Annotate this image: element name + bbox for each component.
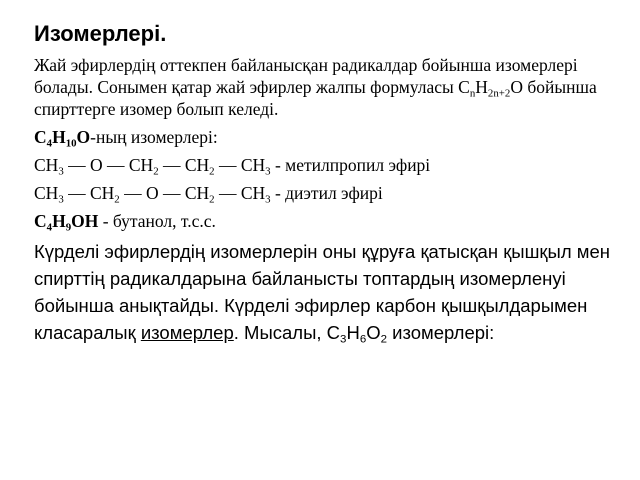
chain-part: — O — CH: [63, 155, 154, 175]
f-c: C: [34, 127, 47, 147]
chain-sub: 2: [153, 165, 159, 178]
formula-c-sub: n: [469, 87, 476, 100]
complex-ester-paragraph: [34, 238, 624, 346]
f-c-sub: 4: [46, 221, 53, 234]
isomer-name: - метилпропил эфирі: [270, 155, 431, 175]
f-c-sub: 3: [340, 333, 347, 346]
isomer-name: - бутанол, т.с.с.: [98, 211, 216, 231]
isomer-methylpropyl-ether: [34, 154, 624, 176]
chain-part: — CH: [214, 155, 266, 175]
f-h: H: [52, 211, 66, 231]
intro-text: Жай эфирлердің оттекпен байланысқан радикалдар бойынша изомерлері болады. Сонымен қатар жай эфирлер жалпы формуласы: [34, 55, 578, 97]
chain-part: — CH: [63, 183, 115, 203]
general-formula: [458, 77, 523, 100]
chain-sub: 3: [58, 193, 64, 206]
c3h6o2-formula: [326, 322, 387, 346]
formula-o: O: [510, 77, 523, 97]
f-o: O: [76, 127, 91, 147]
f-h: H: [346, 322, 360, 343]
formula-c: C: [458, 77, 470, 97]
isomers-link[interactable]: изомерлер: [140, 322, 234, 343]
intro-paragraph: [34, 54, 624, 120]
chain-part: CH: [34, 183, 59, 203]
f-h-sub: 9: [65, 221, 72, 234]
chain-sub: 2: [209, 193, 215, 206]
chain-sub: 2: [209, 165, 215, 178]
f-h: H: [52, 127, 66, 147]
isomer-diethyl-ether: [34, 182, 624, 204]
f-oh: OH: [71, 211, 99, 231]
slide-title: Изомерлері.: [34, 21, 167, 46]
chain-sub: 3: [58, 165, 64, 178]
complex-text: Күрделі эфирлердің изомерлерін оны құруға қатысқан қышқыл мен спирттің радикалдарына байланысты топтардың изомерленуі бойынша анықтайды. Күрделі эфирлер карбон қышқылдарымен класаралық: [34, 241, 610, 343]
chain-part: — CH: [214, 183, 266, 203]
chain-part: — O — CH: [119, 183, 210, 203]
complex-mid: . Мысалы,: [233, 322, 327, 343]
isomer-name: - диэтил эфирі: [270, 183, 383, 203]
c4h10o-formula: [34, 127, 91, 150]
f-c: C: [34, 211, 47, 231]
f-o-sub: 2: [380, 333, 387, 346]
f-c-sub: 4: [46, 137, 53, 150]
chain-part: CH: [34, 155, 59, 175]
f-h-sub: 6: [359, 333, 367, 346]
c4h10o-heading: [34, 126, 624, 148]
complex-tail: изомерлері:: [386, 322, 495, 343]
formula-h: H: [475, 77, 488, 97]
intro-tail: бойынша спирттерге изомер болып келеді.: [34, 77, 597, 119]
formula-h-sub: 2n+2: [487, 87, 511, 100]
f-h-sub: 10: [65, 137, 77, 150]
f-c: C: [326, 322, 341, 343]
chain-sub: 3: [265, 165, 271, 178]
isomer-butanol: [34, 210, 624, 232]
slide-content: [34, 20, 624, 346]
butanol-formula: [34, 211, 99, 234]
chain-sub: 2: [114, 193, 120, 206]
c4h10o-suffix: -ның изомерлері:: [90, 127, 218, 147]
f-o: O: [366, 322, 381, 343]
chain-sub: 3: [265, 193, 271, 206]
chain-part: — CH: [158, 155, 210, 175]
